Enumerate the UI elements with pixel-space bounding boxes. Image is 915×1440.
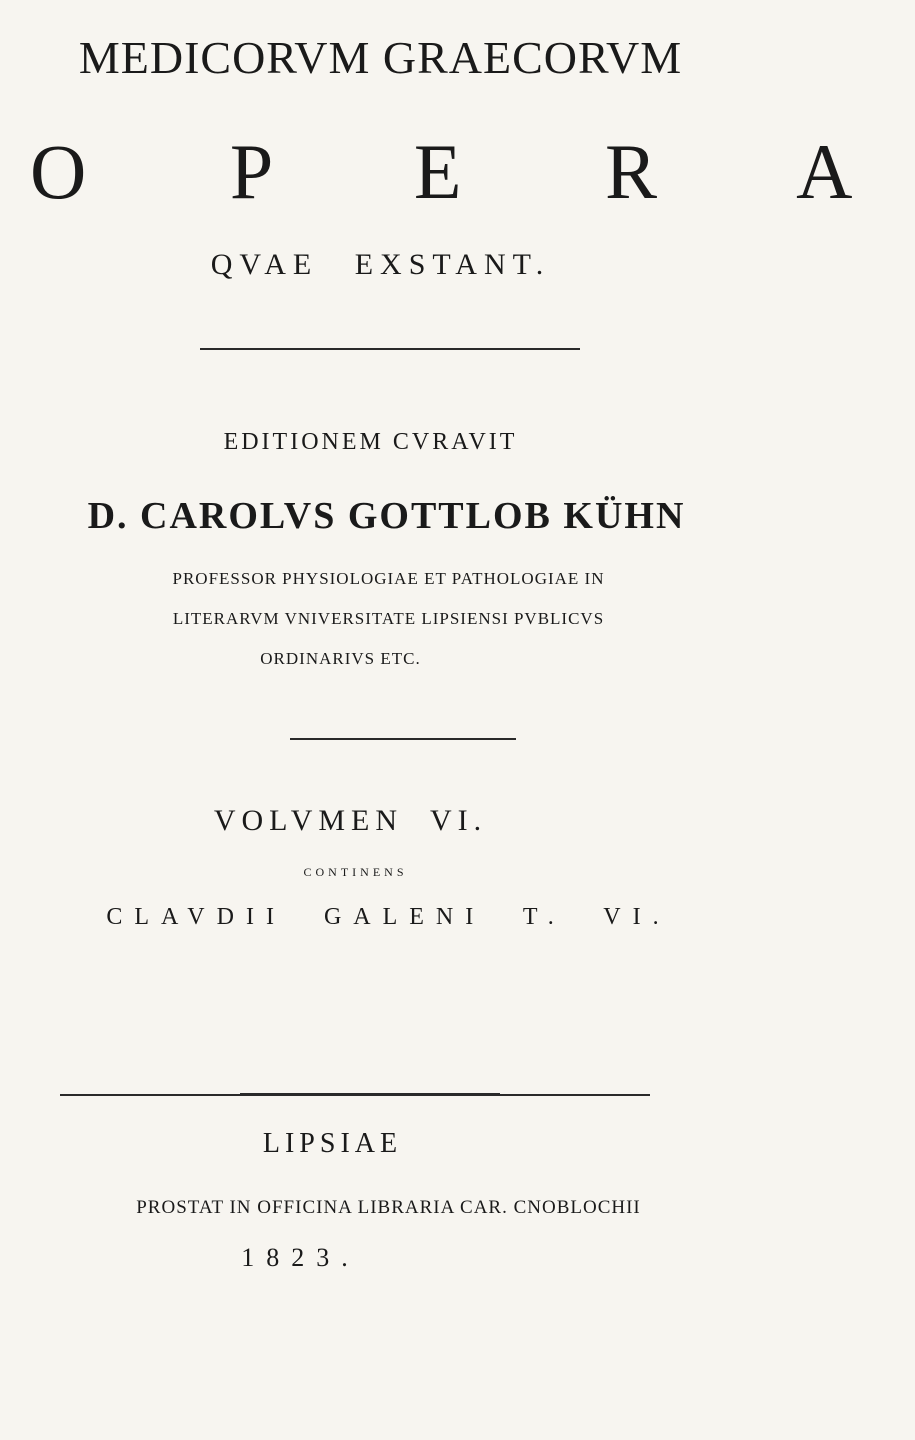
contents-line: CLAVDII GALENI T. VI. — [106, 904, 671, 930]
imprint-year: 1823. — [241, 1243, 360, 1272]
continens-line: CONTINENS — [303, 865, 408, 879]
series-title: MEDICORVM GRAECORVM — [78, 32, 683, 83]
divider-rule-1 — [200, 348, 580, 350]
opera-heading: O P E R A — [30, 128, 915, 215]
imprint-city: LIPSIAE — [262, 1128, 403, 1159]
divider-rule-2 — [290, 738, 516, 740]
publisher-line: PROSTAT IN OFFICINA LIBRARIA CAR. CNOBLOCHII — [136, 1197, 641, 1218]
professor-line-3: ORDINARIVS ETC. — [260, 649, 421, 668]
divider-rule-3-thick — [240, 1093, 500, 1096]
professor-line-2: LITERARVM VNIVERSITATE LIPSIENSI PVBLICVS — [172, 609, 605, 628]
volume-heading: VOLVMEN VI. — [213, 804, 488, 837]
author-name: D. CAROLVS GOTTLOB KÜHN — [87, 495, 686, 537]
quae-exstant-line: QVAE EXSTANT. — [210, 248, 551, 281]
editionem-curavit-line: EDITIONEM CVRAVIT — [223, 429, 518, 455]
professor-line-1: PROFESSOR PHYSIOLOGIAE ET PATHOLOGIAE IN — [172, 569, 605, 588]
